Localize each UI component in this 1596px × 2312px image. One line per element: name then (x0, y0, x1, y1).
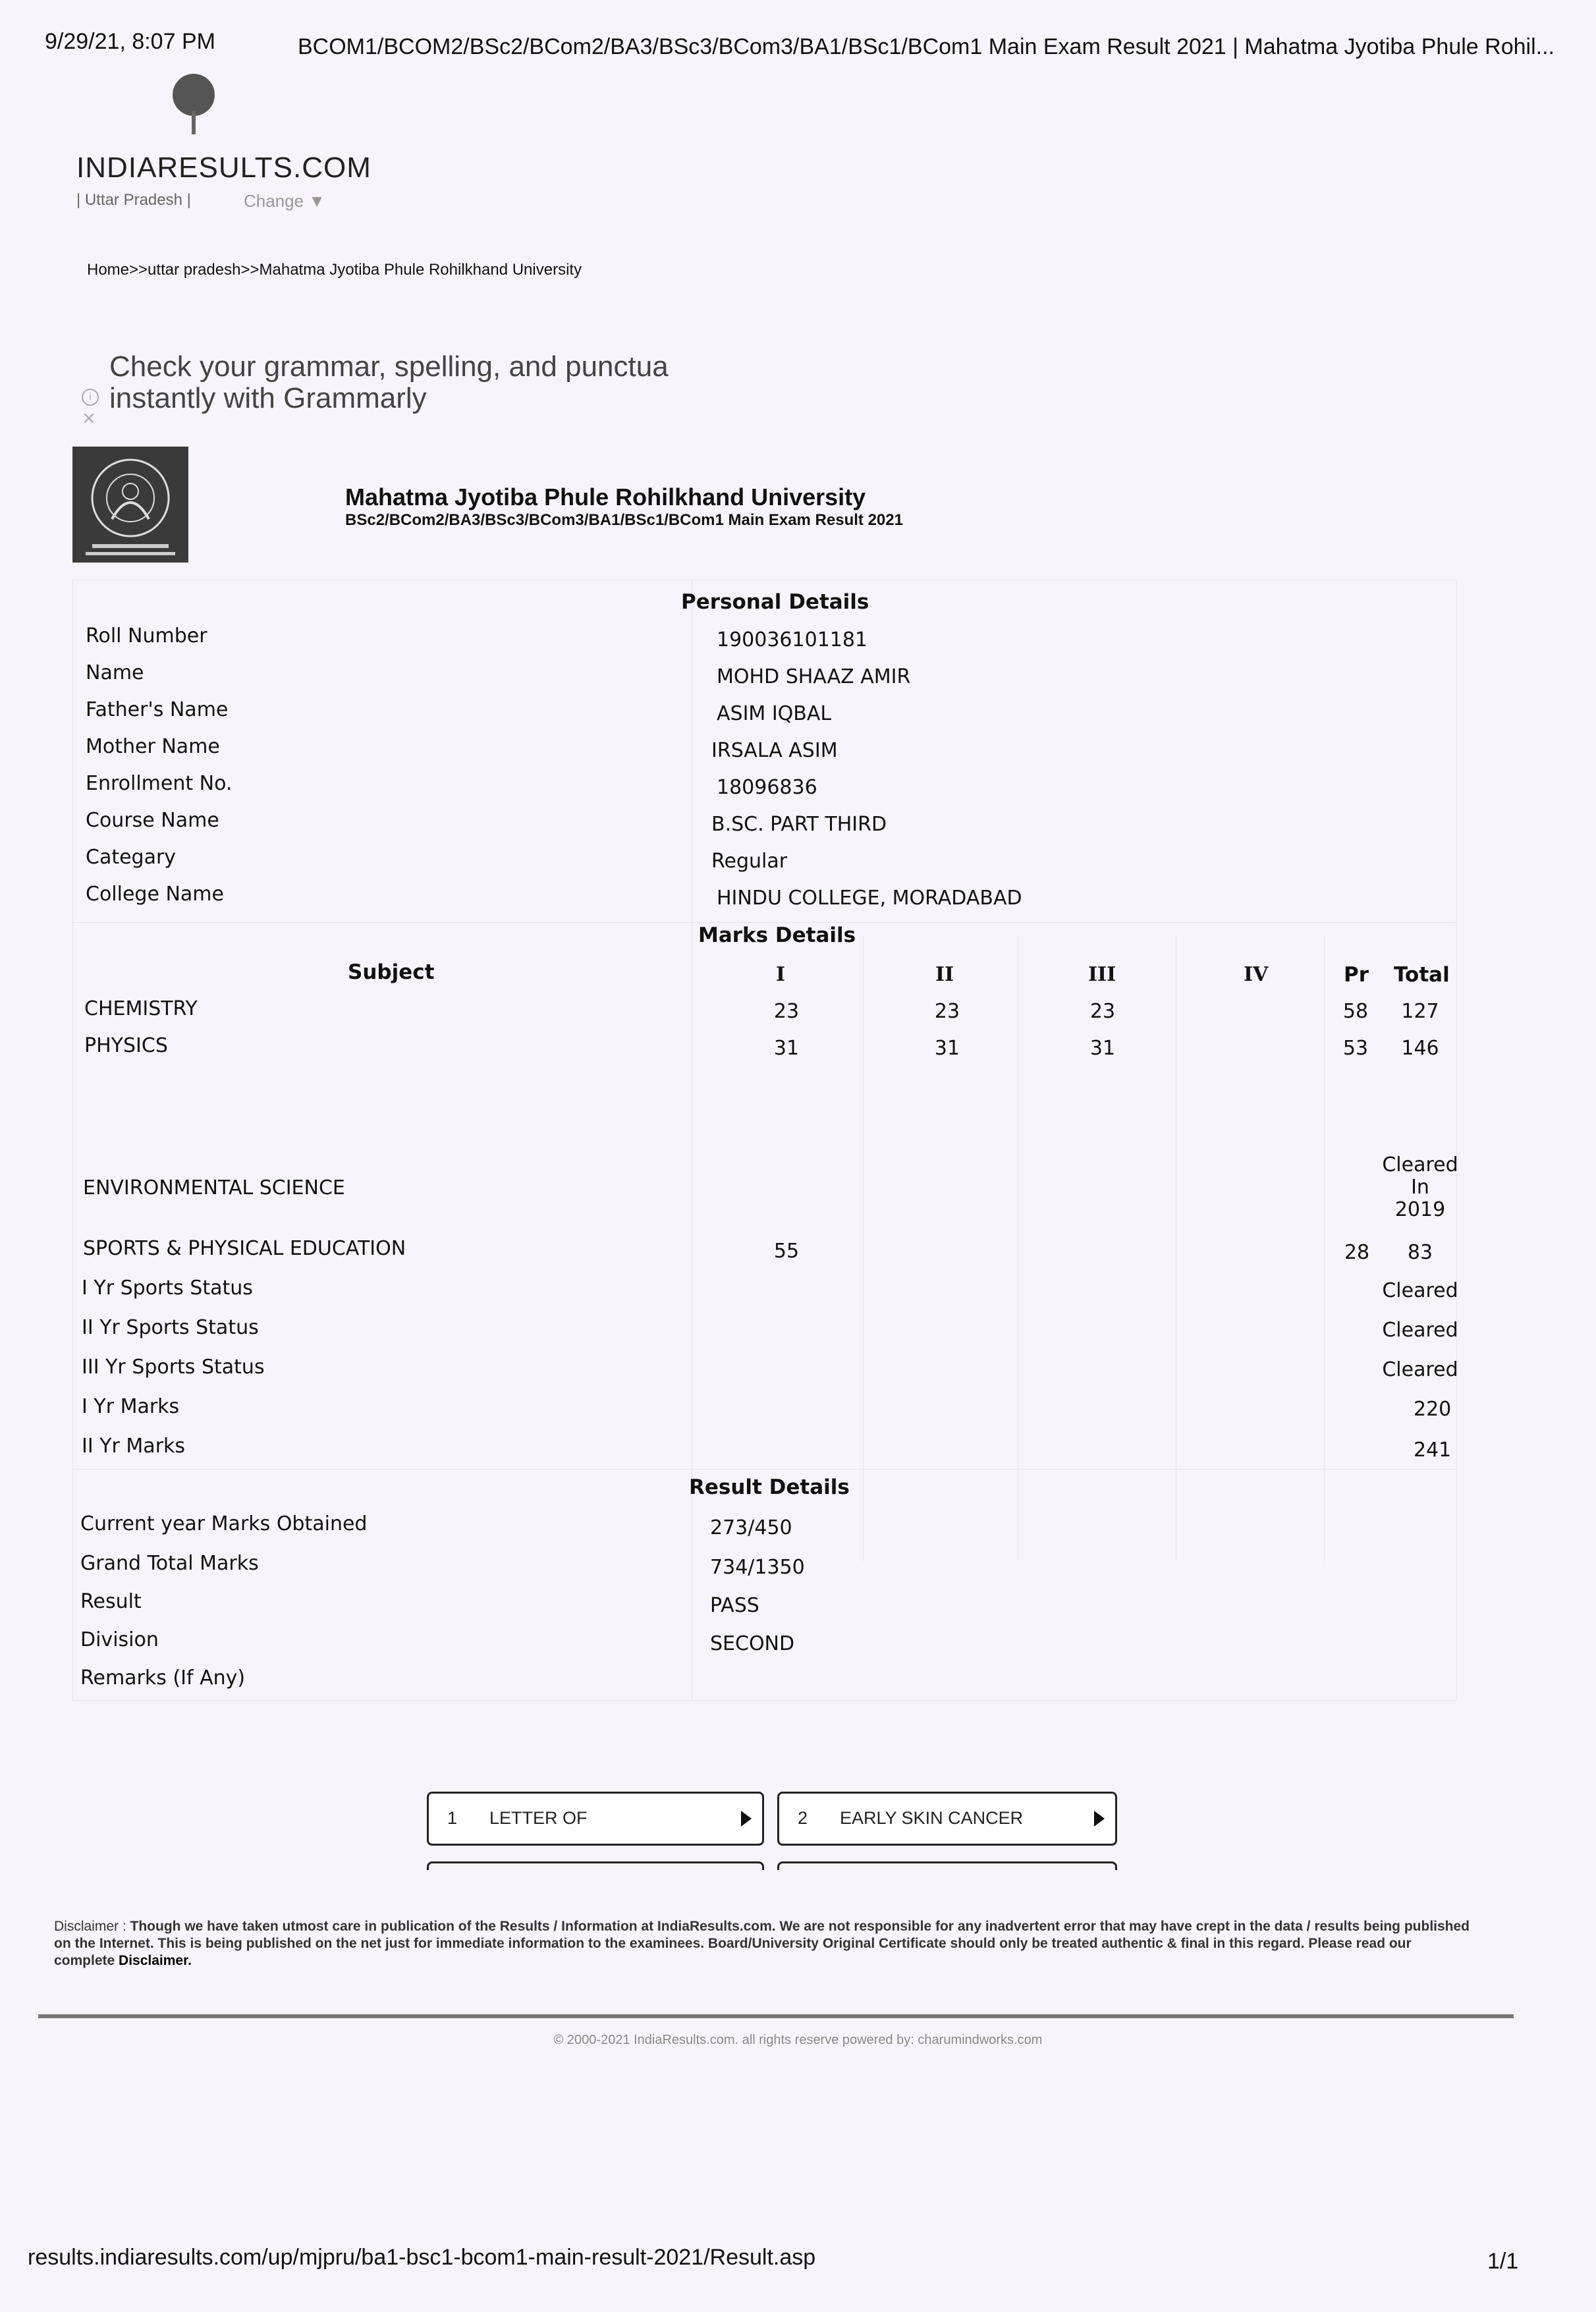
label-course-name: Course Name (86, 809, 219, 832)
mark-i: 55 (773, 1240, 800, 1263)
play-arrow-icon (741, 1811, 752, 1827)
value-current-year-marks: 273/450 (710, 1516, 792, 1539)
label-result: Result (80, 1590, 142, 1613)
mark-total: 146 (1401, 1037, 1439, 1060)
mark-ii: 23 (934, 1000, 960, 1023)
label-i-yr-sports-status: I Yr Sports Status (82, 1277, 253, 1300)
col-pr: Pr (1344, 963, 1369, 987)
env-status: Cleared In 2019 (1382, 1153, 1458, 1221)
breadcrumb[interactable]: Home>>uttar pradesh>>Mahatma Jyotiba Phule Rohilkhand University (87, 261, 582, 279)
label-college-name: College Name (86, 883, 224, 906)
label-iii-yr-sports-status: III Yr Sports Status (82, 1356, 265, 1379)
value-roll-number: 190036101181 (717, 628, 868, 651)
col-iv: IV (1244, 963, 1269, 986)
value-division: SECOND (710, 1632, 795, 1655)
mark-iii: 31 (1089, 1037, 1116, 1060)
value-grand-total-marks: 734/1350 (710, 1556, 805, 1579)
ad-info-icon[interactable]: i (82, 389, 99, 406)
value-course-name: B.SC. PART THIRD (711, 813, 887, 836)
label-ii-yr-sports-status: II Yr Sports Status (82, 1316, 259, 1339)
value-result: PASS (710, 1594, 759, 1617)
value-i-yr-sports-status: Cleared (1382, 1279, 1458, 1302)
col-total: Total (1394, 963, 1450, 987)
ad-link-early-skin-cancer[interactable]: 2 EARLY SKIN CANCER (777, 1792, 1117, 1846)
label-enrollment-no: Enrollment No. (86, 772, 233, 795)
university-name: Mahatma Jyotiba Phule Rohilkhand University (345, 483, 866, 510)
site-logo[interactable]: INDIARESULTS.COM (76, 151, 371, 184)
label-division: Division (80, 1628, 159, 1651)
label-remarks: Remarks (If Any) (80, 1666, 246, 1690)
mark-pr: 53 (1342, 1037, 1369, 1060)
value-ii-yr-sports-status: Cleared (1382, 1319, 1458, 1342)
mark-ii: 31 (934, 1037, 960, 1060)
col-ii: II (935, 963, 954, 986)
disclaimer-link[interactable]: Disclaimer. (119, 1953, 192, 1968)
value-category: Regular (711, 850, 788, 873)
mark-total: 83 (1407, 1241, 1433, 1264)
value-ii-yr-marks: 241 (1414, 1439, 1452, 1462)
ad-close-icon[interactable]: × (82, 408, 96, 428)
value-father-name: ASIM IQBAL (717, 702, 832, 725)
mark-pr: 58 (1342, 1000, 1369, 1023)
print-datetime: 9/29/21, 8:07 PM (45, 29, 215, 54)
label-mother-name: Mother Name (86, 735, 220, 758)
label-roll-number: Roll Number (86, 624, 207, 647)
value-iii-yr-sports-status: Cleared (1382, 1358, 1458, 1381)
disclaimer: Disclaimer : Though we have taken utmost care in publication of the Results / Information at IndiaResults.com. We are not responsible for any inadvertent error that may have crept in the data / results being published on the Internet. This is being published on the net just for immediate information to the examinees. Board/University Original Certificate should only be treated authentic & final in this regard. Please read our complete Disclaimer. (54, 1919, 1470, 1968)
col-iii: III (1088, 963, 1116, 986)
copyright: © 2000-2021 IndiaResults.com. all rights reserve powered by: charumindworks.com (553, 2033, 1043, 2047)
ad-text-line1[interactable]: Check your grammar, spelling, and punctua (109, 350, 669, 383)
personal-details-heading: Personal Details (681, 590, 869, 614)
mark-pr: 28 (1344, 1241, 1370, 1264)
label-current-year-marks: Current year Marks Obtained (80, 1512, 368, 1535)
print-page-title: BCOM1/BCOM2/BSc2/BCom2/BA3/BSc3/BCom3/BA1/BSc1/BCom1 Main Exam Result 2021 | Mahatma Jyotiba Phule Rohil... (298, 34, 1555, 59)
value-mother-name: IRSALA ASIM (711, 739, 838, 762)
divider (38, 2014, 1514, 2018)
marks-details-heading: Marks Details (698, 923, 856, 947)
value-name: MOHD SHAAZ AMIR (717, 665, 911, 688)
subject-name: CHEMISTRY (84, 997, 198, 1020)
play-arrow-icon (1094, 1811, 1105, 1827)
value-i-yr-marks: 220 (1414, 1398, 1452, 1421)
col-subject: Subject (348, 960, 435, 984)
label-ii-yr-marks: II Yr Marks (82, 1435, 186, 1458)
ad-link-letter-of[interactable]: 1 LETTER OF (427, 1792, 764, 1846)
site-logo-icon (173, 74, 215, 116)
label-category: Categary (86, 846, 177, 869)
exam-title: BSc2/BCom2/BA3/BSc3/BCom3/BA1/BSc1/BCom1 Main Exam Result 2021 (345, 511, 903, 529)
subject-name: SPORTS & PHYSICAL EDUCATION (83, 1237, 406, 1260)
label-name: Name (86, 661, 144, 684)
label-grand-total-marks: Grand Total Marks (80, 1552, 259, 1575)
mark-iii: 23 (1089, 1000, 1116, 1023)
university-seal-logo (72, 447, 188, 563)
print-page-number: 1/1 (1487, 2249, 1519, 2274)
change-state-link[interactable]: Change ▼ (244, 191, 326, 211)
mark-i: 23 (773, 1000, 800, 1023)
state-label: | Uttar Pradesh | (76, 191, 191, 209)
value-enrollment-no: 18096836 (717, 776, 817, 799)
ad-text-line2[interactable]: instantly with Grammarly (109, 382, 427, 414)
subject-name: ENVIRONMENTAL SCIENCE (83, 1176, 345, 1199)
subject-name: PHYSICS (84, 1034, 168, 1057)
mark-total: 127 (1401, 1000, 1439, 1023)
print-url: results.indiaresults.com/up/mjpru/ba1-bsc1-bcom1-main-result-2021/Result.asp (28, 2245, 816, 2270)
value-college-name: HINDU COLLEGE, MORADABAD (717, 887, 1022, 910)
col-i: I (776, 963, 786, 986)
label-father-name: Father's Name (86, 698, 229, 721)
result-details-heading: Result Details (689, 1475, 850, 1499)
mark-i: 31 (773, 1037, 800, 1060)
label-i-yr-marks: I Yr Marks (82, 1395, 180, 1418)
